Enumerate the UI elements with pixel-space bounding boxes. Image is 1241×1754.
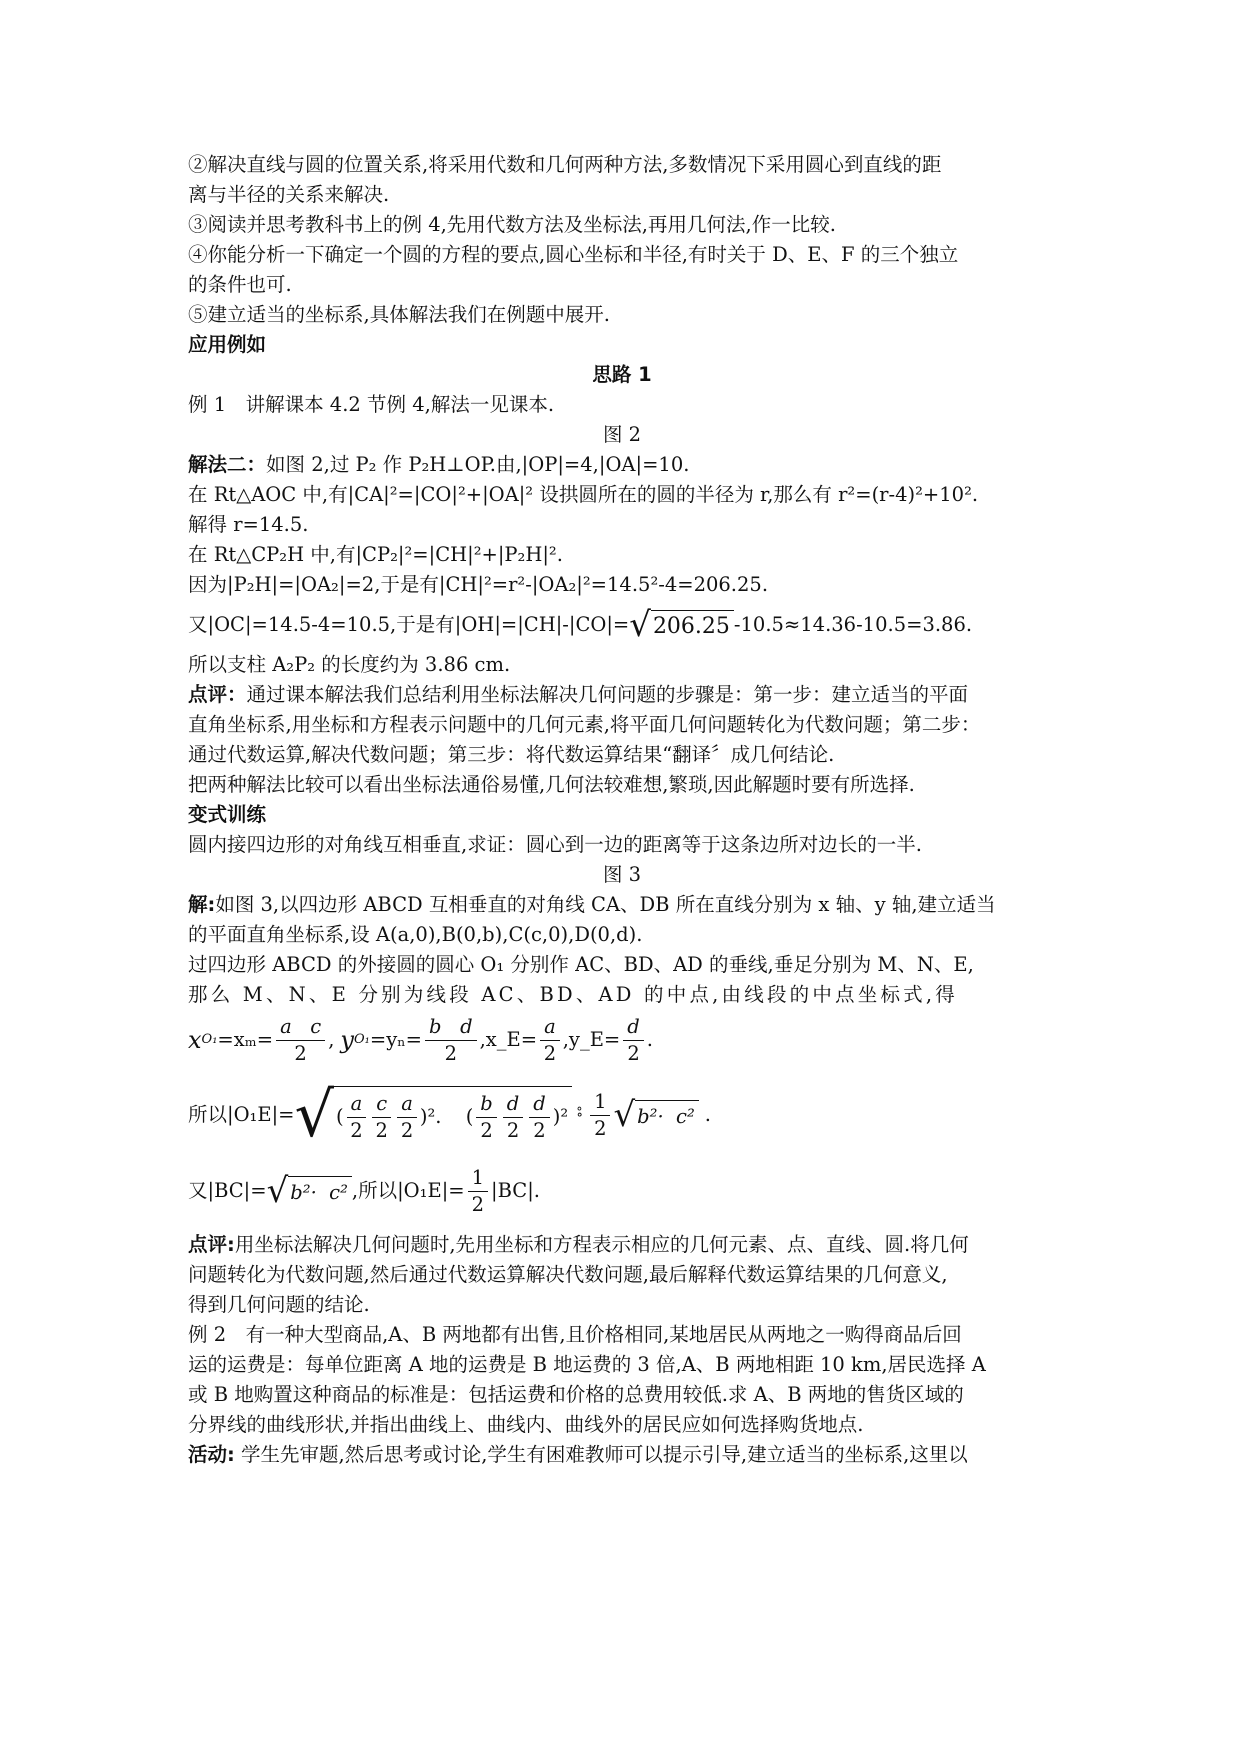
text-line: 离与半径的关系来解决. xyxy=(188,183,390,206)
comment-line xyxy=(188,680,1056,710)
denominator: 2 xyxy=(543,1041,557,1065)
paren: ( xyxy=(465,1105,474,1128)
text-line: 所以支柱 A₂P₂ 的长度约为 3.86 cm. xyxy=(188,653,511,676)
denominator: 2 xyxy=(294,1041,307,1065)
math-subscript: O₁ xyxy=(353,1032,370,1047)
document-page xyxy=(188,150,1056,1470)
equation-text: 又|OC|=14.5-4=10.5,于是有|OH|=|CH|-|CO|= xyxy=(188,613,630,636)
fraction xyxy=(476,1091,496,1144)
numerator: c xyxy=(372,1091,391,1118)
example-line: 例 2 有一种大型商品,A、B 两地都有出售,且价格相同,某地居民从两地之一购得商品后回 xyxy=(188,1323,962,1346)
fraction xyxy=(529,1091,549,1144)
numerator: a xyxy=(540,1014,560,1041)
fraction xyxy=(372,1091,391,1144)
fraction xyxy=(503,1091,523,1144)
math-text: =xₘ= xyxy=(217,1028,274,1051)
paren: )² xyxy=(552,1105,569,1128)
math-text: 又|BC|= xyxy=(188,1179,267,1202)
denominator: 2 xyxy=(400,1119,414,1142)
fraction xyxy=(623,1014,643,1067)
square-root: √ b²· c² xyxy=(267,1174,352,1208)
text-line: 或 B 地购置这种商品的标准是：包括运费和价格的总费用较低.求 A、B 两地的售货区域的 xyxy=(188,1383,964,1406)
math-text: , xyxy=(328,1028,335,1051)
math-text: ,所以|O₁E|= xyxy=(351,1179,465,1202)
solution-label: 解法二： xyxy=(188,453,267,476)
comment-label: 点评: xyxy=(188,1233,235,1256)
math-text: ∘̊ xyxy=(576,1107,584,1123)
denominator: 2 xyxy=(594,1116,607,1140)
radicand: b²· c² xyxy=(635,1100,699,1131)
denominator: 2 xyxy=(375,1119,388,1142)
example-line: 例 1 讲解课本 4.2 节例 4,解法一见课本. xyxy=(188,393,555,416)
exercise-line: 圆内接四边形的对角线互相垂直,求证：圆心到一边的距离等于这条边所对边长的一半. xyxy=(188,833,922,856)
math-text: . xyxy=(704,1103,711,1126)
text-line: 直角坐标系,用坐标和方程表示问题中的几何元素,将平面几何问题转化为代数问题；第二步： xyxy=(188,713,981,736)
equation-text: -10.5≈14.36-10.5=3.86. xyxy=(733,613,973,636)
square-root: √ 206.25 xyxy=(629,608,734,642)
comment-text: 用坐标法解决几何问题时,先用坐标和方程表示相应的几何元素、点、直线、圆.将几何 xyxy=(234,1233,969,1256)
square-root: √ ( $\frac{a}{2}$ $\frac{c}{2}$ $\frac{a}{2}$ )². ( $\frac{b}{2}$ $\frac{d}{2}$ $\frac{d}{2}$ )² xyxy=(295,1084,573,1146)
text-line: 得到几何问题的结论. xyxy=(188,1293,370,1316)
comment-text: 通过课本解法我们总结利用坐标法解决几何问题的步骤是：第一步：建立适当的平面 xyxy=(246,683,969,706)
numerator: d xyxy=(623,1014,643,1041)
text-line: 运的运费是：每单位距离 A 地的运费是 B 地运费的 3 倍,A、B 两地相距 10 km,居民选择 A xyxy=(188,1353,986,1376)
activity-label: 活动: xyxy=(188,1443,235,1466)
fraction xyxy=(425,1014,477,1067)
math-text: . xyxy=(646,1028,653,1051)
math-text: |BC|. xyxy=(491,1179,540,1202)
section-heading: 应用例如 xyxy=(188,333,267,356)
fraction xyxy=(397,1091,417,1144)
radicand xyxy=(334,1086,572,1144)
fraction xyxy=(590,1089,610,1142)
text-line: 的平面直角坐标系,设 A(a,0),B(0,b),C(c,0),D(0,d). xyxy=(188,923,643,946)
numerator: b xyxy=(476,1091,496,1118)
comment-label: 点评： xyxy=(188,683,247,706)
section-heading: 变式训练 xyxy=(188,803,267,826)
text-line: 因为|P₂H|=|OA₂|=2,于是有|CH|²=r²-|OA₂|²=14.5²-4=206.25. xyxy=(188,573,769,596)
text-line: 问题转化为代数问题,然后通过代数运算解决代数问题,最后解释代数运算结果的几何意义, xyxy=(188,1263,948,1286)
math-var: x xyxy=(188,1026,202,1054)
numerator: 1 xyxy=(590,1089,610,1116)
text-line: 解得 r=14.5. xyxy=(188,513,309,536)
denominator: 2 xyxy=(506,1119,520,1142)
equation-midpoints xyxy=(188,1010,1056,1070)
text-line: 通过代数运算,解决代数问题；第三步：将代数运算结果“翻译〞成几何结论. xyxy=(188,743,835,766)
text-line: ⑤建立适当的坐标系,具体解法我们在例题中展开. xyxy=(188,303,610,326)
math-text: ,x_E= xyxy=(479,1028,538,1051)
text-line: ④你能分析一下确定一个圆的方程的要点,圆心坐标和半径,有时关于 D、E、F 的三个独立 xyxy=(188,243,959,266)
activity-line xyxy=(188,1440,1056,1470)
fraction xyxy=(540,1014,560,1067)
denominator: 2 xyxy=(480,1119,493,1142)
text-line: 的条件也可. xyxy=(188,273,292,296)
solution-text: 如图 3,以四边形 ABCD 互相垂直的对角线 CA、DB 所在直线分别为 x 轴、y 轴,建立适当 xyxy=(215,893,996,916)
math-var: y xyxy=(340,1026,354,1054)
denominator: 2 xyxy=(471,1192,485,1216)
numerator: d xyxy=(529,1091,549,1118)
figure-caption: 图 2 xyxy=(602,423,642,446)
numerator: b d xyxy=(425,1014,477,1041)
paren: ( xyxy=(336,1105,344,1128)
paren: )². xyxy=(419,1105,442,1128)
text-line: 过四边形 ABCD 的外接圆的圆心 O₁ 分别作 AC、BD、AD 的垂线,垂足分别为 M、N、E, xyxy=(188,953,974,976)
text-line: 那么 M、N、E 分别为线段 AC、BD、AD 的中点,由线段的中点坐标式,得 xyxy=(188,983,958,1006)
text-line: 在 Rt△CP₂H 中,有|CP₂|²=|CH|²+|P₂H|². xyxy=(188,543,563,566)
solution-text: 如图 2,过 P₂ 作 P₂H⊥OP.由,|OP|=4,|OA|=10. xyxy=(266,453,690,476)
denominator: 2 xyxy=(627,1041,640,1065)
text-line: ③阅读并思考教科书上的例 4,先用代数方法及坐标法,再用几何法,作一比较. xyxy=(188,213,836,236)
radicand: 206.25 xyxy=(651,610,734,641)
numerator: a c xyxy=(276,1014,325,1041)
fraction xyxy=(347,1091,367,1144)
math-subscript: O₁ xyxy=(201,1032,218,1047)
numerator: a xyxy=(347,1091,367,1118)
text-line: 分界线的曲线形状,并指出曲线上、曲线内、曲线外的居民应如何选择购货地点. xyxy=(188,1413,864,1436)
denominator: 2 xyxy=(350,1119,363,1142)
solution-line xyxy=(188,890,1056,920)
numerator: a xyxy=(397,1091,417,1118)
radicand: b²· c² xyxy=(288,1176,352,1207)
fraction xyxy=(276,1014,325,1067)
fraction xyxy=(468,1165,488,1218)
math-text: ,y_E= xyxy=(562,1028,621,1051)
text-line: 在 Rt△AOC 中,有|CA|²=|CO|²+|OA|² 设拱圆所在的圆的半径为 r,那么有 r²=(r-4)²+10². xyxy=(188,483,979,506)
equation-distance xyxy=(188,1078,1056,1152)
figure-caption: 图 3 xyxy=(602,863,642,886)
numerator: 1 xyxy=(468,1165,488,1192)
subsection-heading: 思路 1 xyxy=(592,363,652,386)
equation-bc xyxy=(188,1160,1056,1222)
numerator: d xyxy=(503,1091,523,1118)
denominator: 2 xyxy=(444,1041,457,1065)
denominator: 2 xyxy=(533,1119,546,1142)
square-root: √ b²· c² xyxy=(613,1098,698,1132)
math-text: =yₙ= xyxy=(369,1028,422,1051)
text-line: ②解决直线与圆的位置关系,将采用代数和几何两种方法,多数情况下采用圆心到直线的距 xyxy=(188,153,942,176)
math-text: 所以|O₁E|= xyxy=(188,1103,295,1126)
solution-label: 解: xyxy=(188,893,216,916)
equation-line xyxy=(188,605,1056,645)
activity-text: 学生先审题,然后思考或讨论,学生有困难教师可以提示引导,建立适当的坐标系,这里以 xyxy=(234,1443,968,1466)
comment-line xyxy=(188,1230,1056,1260)
text-line: 把两种解法比较可以看出坐标法通俗易懂,几何法较难想,繁琐,因此解题时要有所选择. xyxy=(188,773,915,796)
solution-line xyxy=(188,450,1056,480)
